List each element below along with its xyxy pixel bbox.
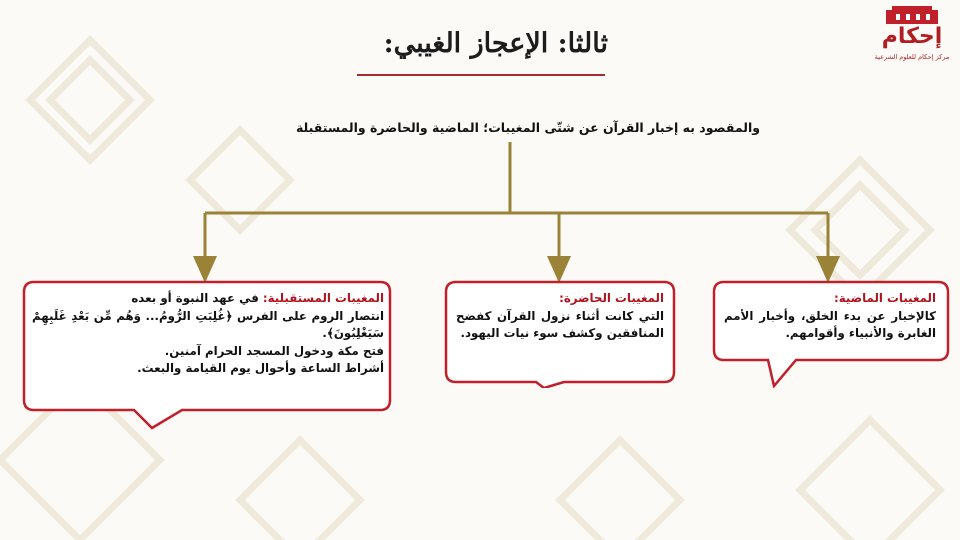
callout-present-body: التي كانت أثناء نزول القرآن كفضح المنافقين وكشف سوء نيات اليهود. [456, 308, 664, 340]
logo-subtitle: مركز إحكام للعلوم الشرعية [874, 53, 950, 61]
callout-present-text [456, 290, 664, 343]
callout-future-line3: أشراط الساعة وأحوال يوم القيامة والبعث. [137, 361, 384, 375]
diagram-root-text: والمقصود به إخبار القرآن عن شتّى المغيبات؛ الماضية والحاضرة والمستقبلة [295, 120, 760, 135]
callout-present-heading: المغيبات الحاضرة: [559, 291, 664, 305]
callout-past-heading: المغيبات الماضية: [834, 291, 936, 305]
page-title: ثالثا: الإعجاز الغيبي: [383, 28, 608, 59]
callout-past-text [724, 290, 936, 343]
callout-future-verse: ﴿غُلِبَتِ الرُّومُ... وَهُم مِّن بَعْدِ غَلَبِهِمْ سَيَغْلِبُونَ﴾. [32, 308, 384, 340]
callout-future-intro: في عهد النبوة أو بعده [131, 291, 259, 305]
callout-future-line1: انتصار الروم على الفرس [237, 308, 384, 323]
callout-future-line2: فتح مكة ودخول المسجد الحرام آمنين. [164, 343, 384, 358]
callout-present [444, 280, 676, 388]
callout-future-text [32, 290, 384, 378]
callout-past [712, 280, 950, 388]
logo-name: إحكام [881, 24, 943, 49]
callout-future-heading: المغيبات المستقبلية: [262, 291, 384, 305]
callout-future [22, 280, 392, 430]
callout-past-body: كالإخبار عن بدء الخلق، وأخبار الأمم الغابرة والأنبياء وأقوامهم. [724, 308, 936, 340]
